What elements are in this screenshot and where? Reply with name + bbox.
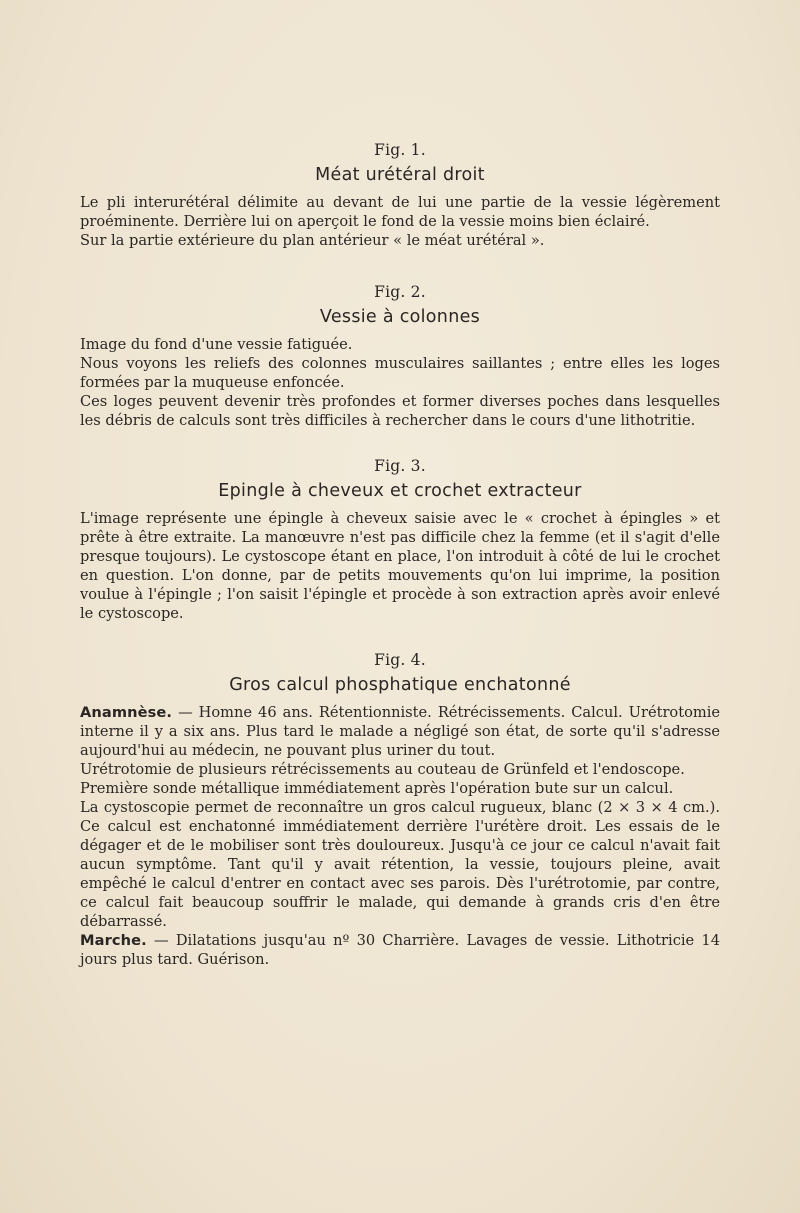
section-fig-4: [80, 650, 720, 969]
paragraph: Ces loges peuvent devenir très profondes et former diverses poches dans lesquelles les débris de calculs sont très difficiles à rechercher dans le cours d'une lithotritie.: [80, 393, 720, 429]
paragraph: Nous voyons les reliefs des colonnes musculaires saillantes ; entre elles les loges formées par la muqueuse enfoncée.: [80, 355, 720, 391]
anamnese-paragraph: [80, 703, 720, 760]
section-title: Méat urétéral droit: [315, 165, 485, 185]
figure-label: Fig. 1.: [374, 141, 426, 159]
paragraph: L'image représente une épingle à cheveux saisie avec le « crochet à épingles » et prête à être extraite. La manœuvre n'est pas difficile chez la femme (et il s'agit d'elle presque toujours). Le cystoscope étant en place, l'on introduit à côté de lui le crochet en question. L'on donne, par de petits mouvements qu'on lui imprime, la position voulue à l'épingle ; l'on saisit l'épingle et procède à son extraction après avoir enlevé le cystoscope.: [80, 510, 720, 622]
marche-paragraph: [80, 931, 720, 969]
paragraph: Le pli interurétéral délimite au devant de lui une partie de la vessie légèrement proéminente. Derrière lui on aperçoit le fond de la vessie moins bien éclairé.: [80, 194, 720, 230]
paragraph: Urétrotomie de plusieurs rétrécissements au couteau de Grünfeld et l'endoscope.: [80, 761, 685, 778]
section-title: Vessie à colonnes: [319, 307, 481, 327]
anamnese-text: — Homne 46 ans. Rétentionniste. Rétrécissements. Calcul. Urétrotomie interne il y a six ans. Plus tard le malade a négligé son état, de sorte qu'il s'adresse aujourd'hui au médecin, ne pouvant plus uriner du tout.: [80, 704, 720, 759]
anamnese-lead: Anamnèse.: [80, 704, 173, 721]
marche-lead: Marche.: [80, 932, 147, 949]
document-page: [80, 140, 720, 968]
section-title: Epingle à cheveux et crochet extracteur: [218, 481, 582, 501]
section-title: Gros calcul phosphatique enchatonné: [229, 675, 571, 695]
section-fig-2: [80, 282, 720, 430]
figure-label: Fig. 4.: [374, 651, 426, 669]
marche-text: — Dilatations jusqu'au nº 30 Charrière. Lavages de vessie. Lithotricie 14 jours plus tard. Guérison.: [80, 932, 720, 968]
figure-label: Fig. 2.: [374, 283, 426, 301]
paragraph: Sur la partie extérieure du plan antérieur « le méat urétéral ».: [80, 232, 545, 249]
section-fig-1: [80, 140, 720, 250]
paragraph: Image du fond d'une vessie fatiguée.: [80, 336, 353, 353]
figure-label: Fig. 3.: [374, 457, 426, 475]
paragraph: Première sonde métallique immédiatement après l'opération bute sur un calcul.: [80, 780, 674, 797]
section-fig-3: [80, 456, 720, 623]
paragraph: La cystoscopie permet de reconnaître un gros calcul rugueux, blanc (2 × 3 × 4 cm.). Ce calcul est enchatonné immédiatement derrière l'urétère droit. Les essais de le dégager et de le mobiliser sont très douloureux. Jusqu'à ce jour ce calcul n'avait fait aucun symptôme. Tant qu'il y avait rétention, la vessie, toujours pleine, avait empêché le calcul d'entrer en contact avec ses parois. Dès l'urétrotomie, par contre, ce calcul fait beaucoup souffrir le malade, qui demande à grands cris d'en être débarrassé.: [80, 799, 720, 930]
